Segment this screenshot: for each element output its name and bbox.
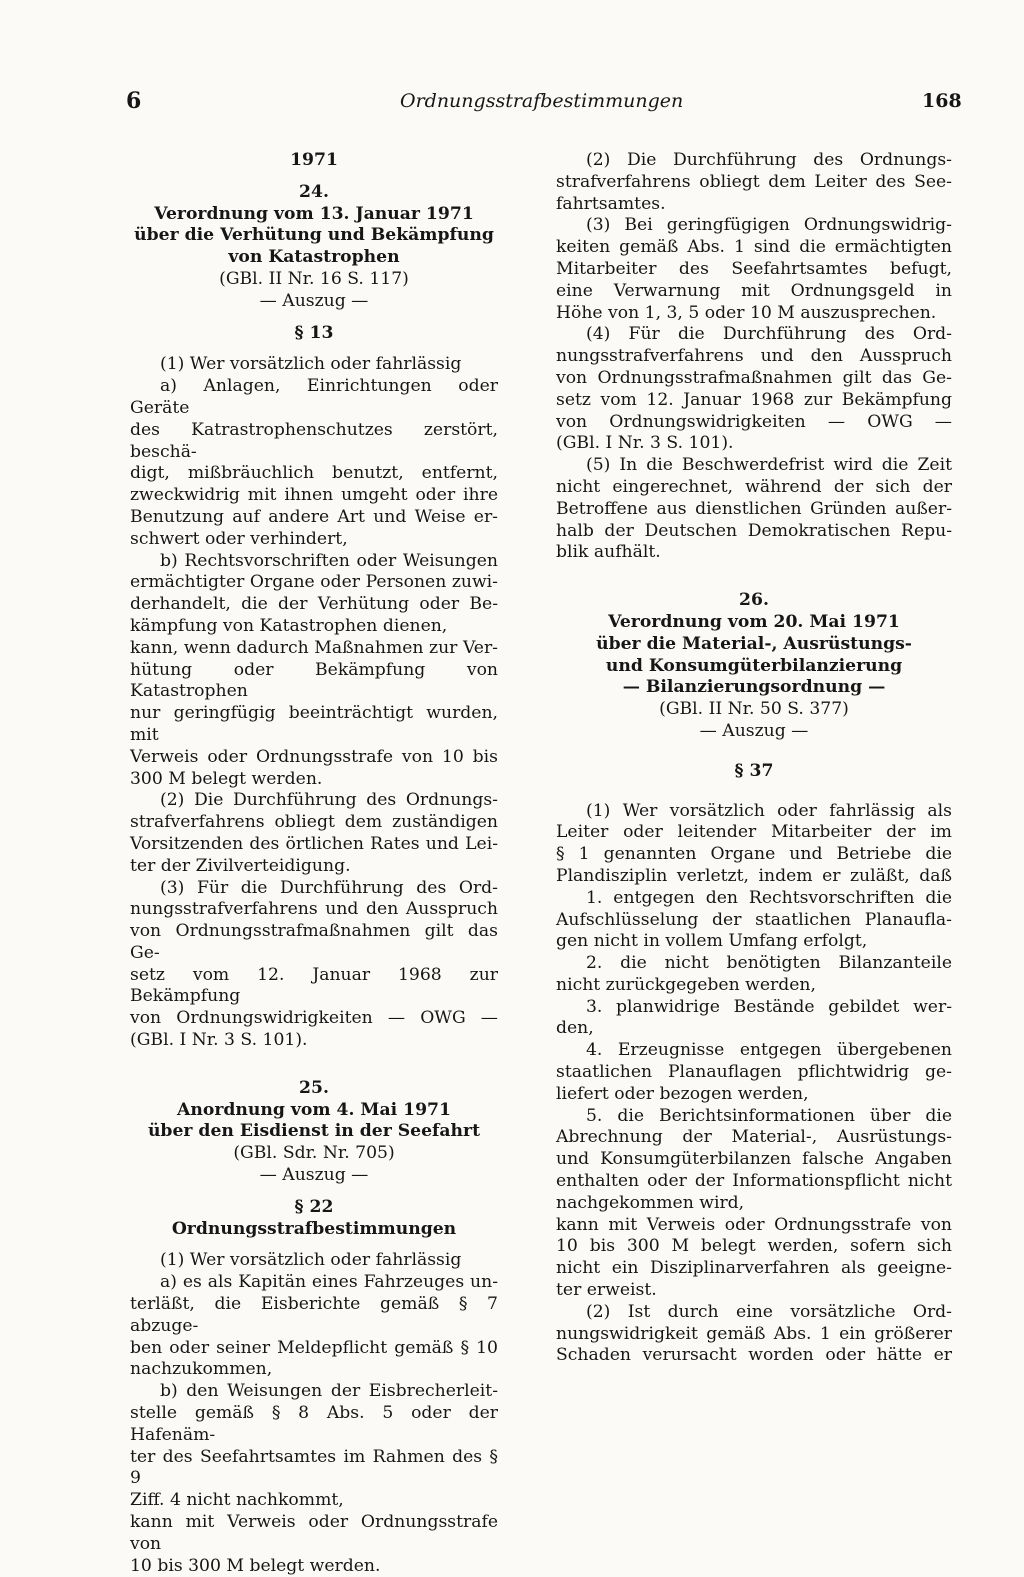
- text-line: kann mit Verweis oder Ordnungsstrafe von: [130, 1512, 498, 1554]
- text-line: nicht eingerechnet, während der sich der: [556, 476, 952, 497]
- text-line: zweckwidrig mit ihnen umgeht oder ihre: [130, 485, 498, 506]
- text-line: 1. entgegen den Rechtsvorschriften die: [586, 887, 952, 908]
- text-line: (GBl. I Nr. 3 S. 101).: [556, 433, 734, 454]
- section-title: — Bilanzierungsordnung —: [622, 677, 886, 698]
- text-line: den,: [556, 1018, 594, 1039]
- section-title: Anordnung vom 4. Mai 1971: [177, 1099, 451, 1120]
- text-line: digt, mißbräuchlich benutzt, entfernt,: [130, 463, 498, 484]
- excerpt-label: — Auszug —: [259, 290, 369, 311]
- section-number: 25.: [299, 1077, 329, 1098]
- chapter-number: 6: [126, 88, 142, 114]
- excerpt-label: — Auszug —: [699, 720, 809, 741]
- text-line: nachgekommen wird,: [556, 1192, 745, 1213]
- text-line: a) es als Kapitän eines Fahrzeuges un-: [160, 1272, 498, 1293]
- gazette-reference: (GBl. Sdr. Nr. 705): [233, 1143, 395, 1164]
- section-title: über den Eisdienst in der Seefahrt: [147, 1121, 481, 1142]
- text-line: ben oder seiner Meldepflicht gemäß § 10: [130, 1337, 498, 1358]
- text-line: keiten gemäß Abs. 1 sind die ermächtigten: [556, 237, 952, 258]
- text-line: staatlichen Planauflagen pflichtwidrig ge-: [556, 1062, 952, 1083]
- text-line: strafverfahrens obliegt dem zuständigen: [130, 812, 498, 833]
- text-line: (3) Bei geringfügigen Ordnungswidrig-: [586, 215, 952, 236]
- left-column: [130, 150, 498, 1577]
- text-line: Schaden verursacht worden oder hätte er: [556, 1345, 952, 1366]
- year-heading: 1971: [290, 150, 338, 170]
- text-line: kann mit Verweis oder Ordnungsstrafe von: [556, 1214, 952, 1235]
- text-line: Verweis oder Ordnungsstrafe von 10 bis: [130, 746, 498, 767]
- text-line: stelle gemäß § 8 Abs. 5 oder der Hafenäm-: [130, 1403, 498, 1445]
- text-line: 300 M belegt werden.: [130, 768, 323, 789]
- right-column: [556, 150, 952, 1367]
- text-line: von Ordnungsstrafmaßnahmen gilt das Ge-: [130, 921, 498, 963]
- page-header: [0, 88, 1024, 118]
- text-line: 4. Erzeugnisse entgegen übergebenen: [586, 1040, 952, 1061]
- text-line: strafverfahrens obliegt dem Leiter des See-: [556, 171, 952, 192]
- text-line: § 1 genannten Organe und Betriebe die: [556, 844, 952, 865]
- text-line: Abrechnung der Material-, Ausrüstungs-: [556, 1127, 952, 1148]
- section-title: und Konsumgüterbilanzierung: [605, 655, 903, 676]
- text-line: nachzukommen,: [130, 1359, 273, 1380]
- text-line: nungsstrafverfahrens und den Ausspruch: [130, 899, 498, 920]
- text-line: derhandelt, die der Verhütung oder Be-: [130, 594, 498, 615]
- text-line: Vorsitzenden des örtlichen Rates und Lei-: [130, 833, 498, 854]
- text-line: (1) Wer vorsätzlich oder fahrlässig: [160, 354, 462, 375]
- text-line: kann, wenn dadurch Maßnahmen zur Ver-: [130, 637, 498, 658]
- text-line: enthalten oder der Informationspflicht nicht: [556, 1171, 952, 1192]
- text-line: 2. die nicht benötigten Bilanzanteile: [586, 953, 952, 974]
- text-line: (2) Die Durchführung des Ordnungs-: [586, 150, 952, 170]
- page-number: 168: [922, 90, 962, 112]
- text-line: Höhe von 1, 3, 5 oder 10 M auszusprechen.: [556, 302, 937, 323]
- section-title: über die Material-, Ausrüstungs-: [596, 633, 912, 654]
- text-line: a) Anlagen, Einrichtungen oder Geräte: [130, 376, 498, 418]
- text-line: (GBl. I Nr. 3 S. 101).: [130, 1030, 308, 1051]
- text-line: ter der Zivilverteidigung.: [130, 855, 351, 876]
- text-line: Betroffene aus dienstlichen Gründen außer-: [556, 498, 952, 519]
- text-line: blik aufhält.: [556, 542, 661, 563]
- text-line: des Katrastrophenschutzes zerstört, beschä-: [130, 419, 498, 462]
- section-number: 26.: [739, 590, 769, 611]
- continued-text: [556, 150, 952, 564]
- paragraph-heading: Ordnungsstrafbestimmungen: [171, 1218, 457, 1239]
- section-body: [130, 354, 498, 1052]
- running-title: Ordnungsstrafbestimmungen: [400, 90, 684, 112]
- text-line: ter erweist.: [556, 1280, 657, 1301]
- text-line: von Ordnungsstrafmaßnahmen gilt das Ge-: [556, 367, 952, 388]
- text-line: setz vom 12. Januar 1968 zur Bekämpfung: [556, 389, 952, 410]
- text-line: setz vom 12. Januar 1968 zur Bekämpfung: [130, 964, 498, 1007]
- text-line: fahrtsamtes.: [556, 193, 666, 214]
- gazette-reference: (GBl. II Nr. 16 S. 117): [219, 268, 409, 289]
- text-line: 10 bis 300 M belegt werden, sofern sich: [556, 1236, 952, 1257]
- section-title: Verordnung vom 20. Mai 1971: [608, 611, 900, 632]
- section-body: [130, 1250, 498, 1577]
- text-line: Mitarbeiter des Seefahrtsamtes befugt,: [556, 258, 952, 279]
- text-line: schwert oder verhindert,: [130, 528, 348, 549]
- text-line: Ziff. 4 nicht nachkommt,: [130, 1490, 344, 1511]
- section-title: von Katastrophen: [228, 247, 400, 268]
- section-number: 24.: [299, 181, 329, 202]
- text-line: und Konsumgüterbilanzen falsche Angaben: [556, 1149, 952, 1170]
- text-line: ter des Seefahrtsamtes im Rahmen des § 9: [130, 1446, 498, 1489]
- text-line: 5. die Berichtsinformationen über die: [586, 1105, 952, 1126]
- text-line: hütung oder Bekämpfung von Katastrophen: [130, 659, 498, 702]
- text-line: 10 bis 300 M belegt werden.: [130, 1555, 381, 1576]
- paragraph-number: § 37: [734, 760, 774, 781]
- text-line: b) den Weisungen der Eisbrecherleit-: [160, 1381, 498, 1402]
- text-line: (2) Ist durch eine vorsätzliche Ord-: [586, 1301, 952, 1322]
- paragraph-number: § 13: [294, 322, 334, 343]
- text-line: Aufschlüsselung der staatlichen Planaufla-: [556, 909, 952, 930]
- text-line: von Ordnungswidrigkeiten — OWG —: [556, 411, 952, 432]
- text-line: liefert oder bezogen werden,: [556, 1083, 809, 1104]
- gazette-reference: (GBl. II Nr. 50 S. 377): [659, 699, 849, 720]
- text-line: terläßt, die Eisberichte gemäß § 7 abzuge-: [130, 1294, 498, 1336]
- section-title: Verordnung vom 13. Januar 1971: [154, 203, 474, 224]
- text-line: halb der Deutschen Demokratischen Repu-: [556, 520, 952, 541]
- text-line: (3) Für die Durchführung des Ord-: [160, 877, 498, 898]
- text-line: (2) Die Durchführung des Ordnungs-: [160, 790, 498, 811]
- text-line: Benutzung auf andere Art und Weise er-: [130, 506, 498, 527]
- text-line: b) Rechtsvorschriften oder Weisungen: [160, 550, 498, 571]
- text-line: nungswidrigkeit gemäß Abs. 1 ein größerer: [556, 1323, 952, 1344]
- text-line: ermächtigter Organe oder Personen zuwi-: [130, 572, 498, 593]
- text-line: kämpfung von Katastrophen dienen,: [130, 615, 448, 636]
- text-line: (4) Für die Durchführung des Ord-: [586, 324, 952, 345]
- text-line: nur geringfügig beeinträchtigt wurden, mit: [130, 703, 498, 745]
- text-line: eine Verwarnung mit Ordnungsgeld in: [556, 280, 952, 301]
- excerpt-label: — Auszug —: [259, 1165, 369, 1186]
- text-line: Plandisziplin verletzt, indem er zuläßt, daß: [556, 865, 952, 886]
- text-line: (1) Wer vorsätzlich oder fahrlässig als: [586, 800, 952, 821]
- text-line: 3. planwidrige Bestände gebildet wer-: [586, 996, 952, 1017]
- section-title: über die Verhütung und Bekämpfung: [134, 225, 494, 246]
- text-line: nungsstrafverfahrens und den Ausspruch: [556, 346, 952, 367]
- text-line: nicht zurückgegeben werden,: [556, 974, 816, 995]
- text-line: (5) In die Beschwerdefrist wird die Zeit: [586, 455, 952, 476]
- text-line: von Ordnungswidrigkeiten — OWG —: [130, 1008, 498, 1029]
- text-line: gen nicht in vollem Umfang erfolgt,: [556, 931, 868, 952]
- text-line: nicht ein Disziplinarverfahren als geeigne-: [556, 1258, 952, 1279]
- text-line: Leiter oder leitender Mitarbeiter der im: [556, 822, 952, 843]
- paragraph-number: § 22: [294, 1196, 334, 1217]
- section-body: [556, 801, 952, 1368]
- text-line: (1) Wer vorsätzlich oder fahrlässig: [160, 1250, 462, 1271]
